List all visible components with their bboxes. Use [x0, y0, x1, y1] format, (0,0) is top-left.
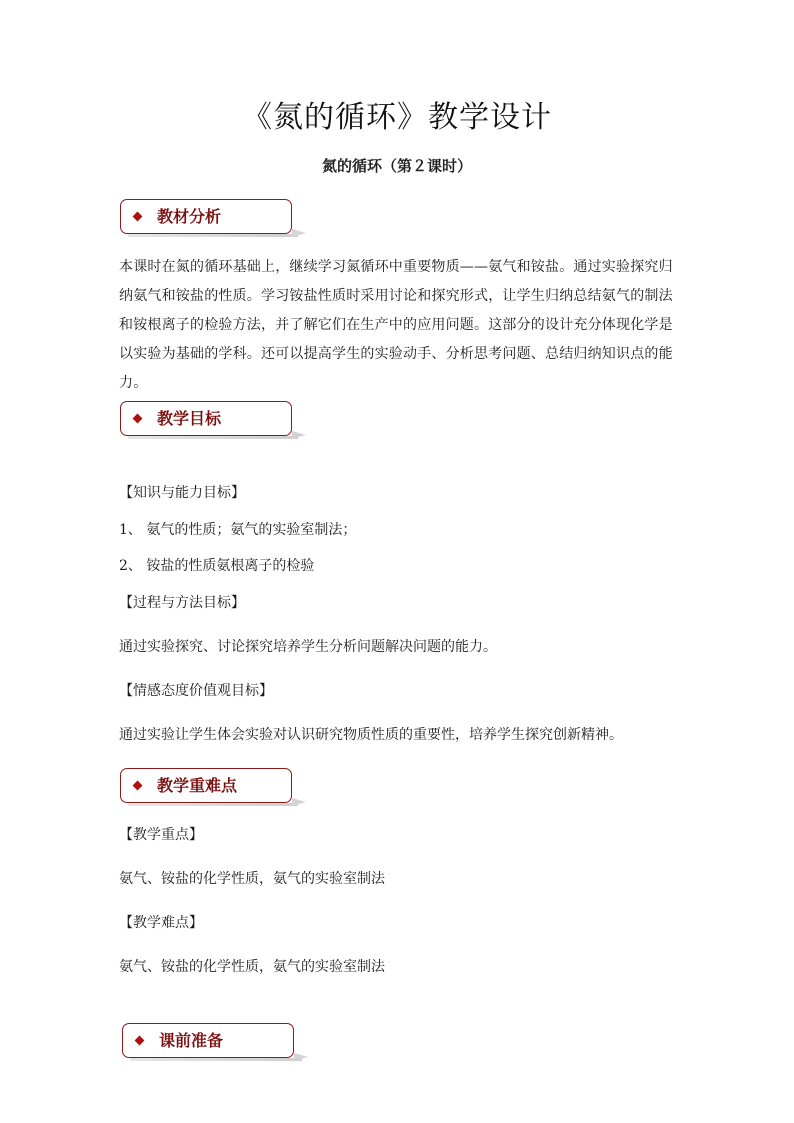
process-goals-label: 【过程与方法目标】 [119, 595, 245, 611]
analysis-paragraph: 本课时在氮的循环基础上，继续学习氮循环中重要物质——氨气和铵盐。通过实验探究归纳氨气和铵盐的性质。学习铵盐性质时采用讨论和探究形式，让学生归纳总结氨气的制法和铵根离子的检验方法，并了解它们在生产中的应用问题。这部分的设计充分体现化学是以实验为基础的学科。还可以提高学生的实验动手、分析思考问题、总结归纳知识点的能力。 [119, 259, 673, 391]
section-shadow [128, 234, 298, 237]
section-shadow [128, 803, 298, 806]
section-heading-preparation [122, 1023, 294, 1058]
diamond-bullet-icon [133, 781, 143, 791]
diamond-bullet-icon [133, 212, 143, 222]
section-heading-label: 教学重难点 [157, 776, 238, 795]
difficulty-text: 氨气、铵盐的化学性质，氨气的实验室制法 [119, 959, 385, 975]
focus-text: 氨气、铵盐的化学性质，氨气的实验室制法 [119, 871, 385, 887]
section-heading-analysis [120, 199, 292, 234]
section-heading-label: 教材分析 [157, 207, 222, 226]
section-heading-label: 教学目标 [157, 409, 222, 428]
section-heading-goals [120, 401, 292, 436]
page-subtitle: 氮的循环（第２课时） [321, 157, 472, 175]
section-heading-label: 课前准备 [159, 1031, 224, 1050]
emotion-goals-label: 【情感态度价值观目标】 [119, 683, 273, 699]
knowledge-goal-item: 2、 铵盐的性质氨根离子的检验 [119, 558, 315, 574]
page-title: 《氮的循环》教学设计 [242, 100, 552, 135]
knowledge-goal-item: 1、 氨气的性质；氨气的实验室制法； [119, 522, 357, 538]
focus-label: 【教学重点】 [119, 827, 203, 843]
emotion-goals-text: 通过实验让学生体会实验对认识研究物质性质的重要性，培养学生探究创新精神。 [119, 727, 623, 743]
process-goals-text: 通过实验探究、讨论探究培养学生分析问题解决问题的能力。 [119, 639, 497, 655]
knowledge-goals-label: 【知识与能力目标】 [119, 485, 245, 501]
diamond-bullet-icon [135, 1036, 145, 1046]
difficulty-label: 【教学难点】 [119, 915, 203, 931]
section-shadow [130, 1058, 302, 1061]
diamond-bullet-icon [133, 414, 143, 424]
section-shadow [128, 436, 298, 439]
section-heading-key-points [120, 768, 292, 803]
